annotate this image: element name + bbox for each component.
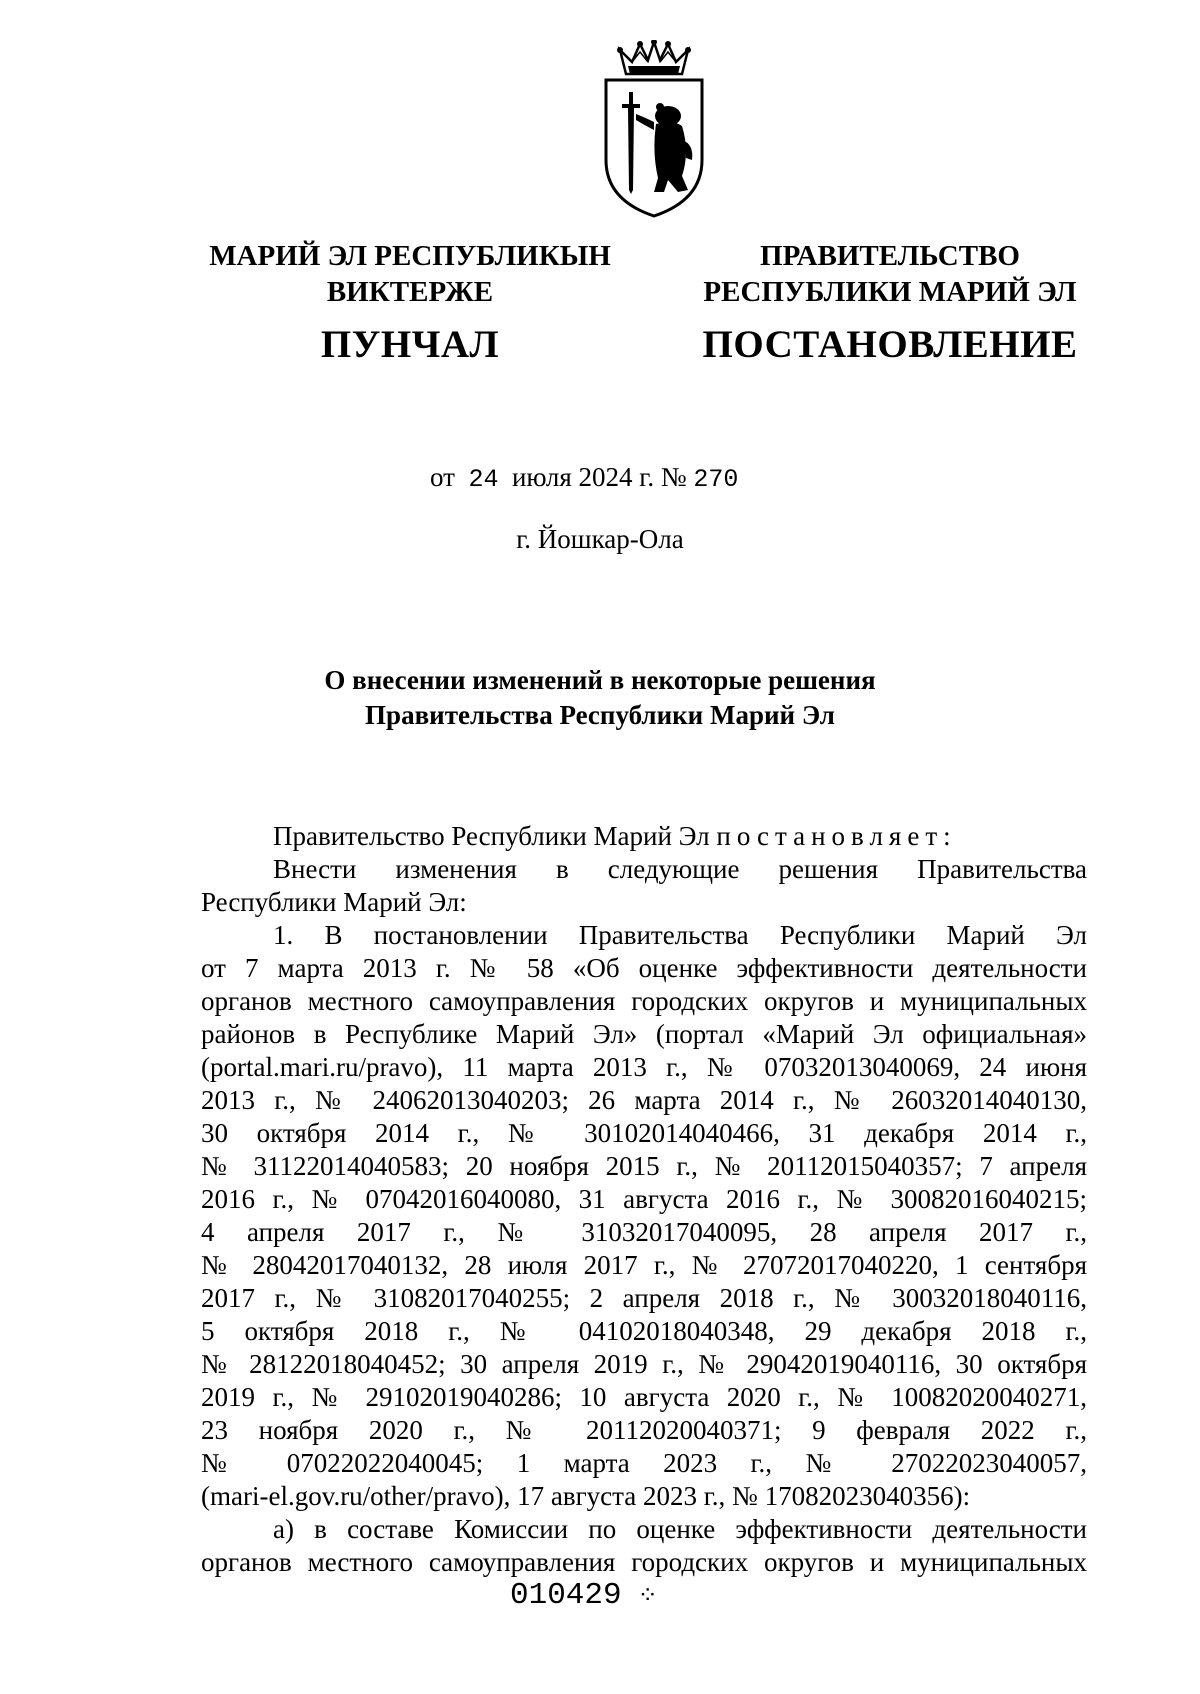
header-left-block xyxy=(190,238,630,369)
body-line: 1. В постановлении Правительства Республики Марий Эл xyxy=(273,920,1087,950)
coat-of-arms-emblem xyxy=(598,40,710,218)
body-line: № 31122014040583; 20 ноября 2015 г., № 20112015040357; 7 апреля xyxy=(201,1151,1087,1181)
date-day: 24 xyxy=(468,465,499,494)
body-line: 2019 г., № 29102019040286; 10 августа 2020 г., № 10082020040271, xyxy=(201,1382,1087,1412)
body-line: районов в Республике Марий Эл» (портал «Марий Эл официальная» xyxy=(201,1019,1087,1049)
document-number: 270 xyxy=(693,465,739,494)
body-line: органов местного самоуправления городских округов и муниципальных xyxy=(201,1547,1087,1577)
asterisk-mark-icon: ⁘ xyxy=(637,1584,658,1611)
header-left-line2: ВИКТЕРЖЕ xyxy=(326,276,494,309)
date-line xyxy=(430,462,738,494)
body-line: 2016 г., № 07042016040080, 31 августа 2016 г., № 30082016040215; xyxy=(201,1184,1087,1214)
header-left-title: ПУНЧАЛ xyxy=(320,322,500,366)
document-title xyxy=(0,663,1200,733)
header-right-line2: РЕСПУБЛИКИ МАРИЙ ЭЛ xyxy=(703,276,1077,309)
body-line: 2017 г., № 31082017040255; 2 апреля 2018 г., № 30032018040116, xyxy=(201,1283,1087,1313)
number-sign: № xyxy=(660,462,687,492)
body-line: № 28122018040452; 30 апреля 2019 г., № 29042019040116, 30 октября xyxy=(201,1349,1087,1379)
header-right-block xyxy=(690,238,1090,369)
date-prefix: от xyxy=(430,462,455,492)
body-line: (mari-el.gov.ru/other/pravo), 17 августа 2023 г., № 17082023040356): xyxy=(201,1481,971,1511)
body-line: № 07022022040045; 1 марта 2023 г., № 27022023040057, xyxy=(201,1448,1087,1478)
body-line: органов местного самоуправления городских округов и муниципальных xyxy=(201,986,1087,1016)
body-line: 4 апреля 2017 г., № 31032017040095, 28 апреля 2017 г., xyxy=(201,1217,1087,1247)
body-line: 30 октября 2014 г., № 30102014040466, 31 декабря 2014 г., xyxy=(201,1118,1087,1148)
body-intro-text: Правительство Республики Марий Эл xyxy=(273,821,710,851)
body-line: 23 ноября 2020 г., № 20112020040371; 9 февраля 2022 г., xyxy=(201,1415,1087,1445)
body-intro-spaced: постановляет: xyxy=(716,821,957,851)
title-line2: Правительства Республики Марий Эл xyxy=(365,700,835,731)
body-line: а) в составе Комиссии по оценке эффективности деятельности xyxy=(273,1514,1087,1544)
header-right-title: ПОСТАНОВЛЕНИЕ xyxy=(702,322,1078,366)
body-line: 2013 г., № 24062013040203; 26 марта 2014 г., № 26032014040130, xyxy=(201,1085,1087,1115)
serial-number-block xyxy=(510,1578,658,1613)
document-body xyxy=(201,820,1087,1579)
city: г. Йошкар-Ола xyxy=(516,524,684,554)
body-line: от 7 марта 2013 г. № 58 «Об оценке эффективности деятельности xyxy=(201,953,1087,983)
body-line: № 28042017040132, 28 июля 2017 г., № 27072017040220, 1 сентября xyxy=(201,1250,1087,1280)
header-left-line1: МАРИЙ ЭЛ РЕСПУБЛИКЫН xyxy=(209,240,611,272)
crown-icon xyxy=(617,40,691,74)
body-line: 5 октября 2018 г., № 04102018040348, 29 декабря 2018 г., xyxy=(201,1316,1087,1346)
bear-icon xyxy=(636,103,692,192)
body-paragraph-intro xyxy=(201,820,1087,853)
body-line: Внести изменения в следующие решения Правительства xyxy=(273,854,1087,884)
serial-number: 010429 xyxy=(510,1578,622,1613)
header-right-line1: ПРАВИТЕЛЬСТВО xyxy=(760,240,1020,272)
date-month-year: июля 2024 г. xyxy=(511,462,655,492)
body-line: (portal.mari.ru/pravo), 11 марта 2013 г., № 07032013040069, 24 июня xyxy=(201,1052,1087,1082)
sword-icon xyxy=(622,92,640,194)
body-line: Республики Марий Эл: xyxy=(201,887,467,917)
title-line1: О внесении изменений в некоторые решения xyxy=(324,665,876,695)
